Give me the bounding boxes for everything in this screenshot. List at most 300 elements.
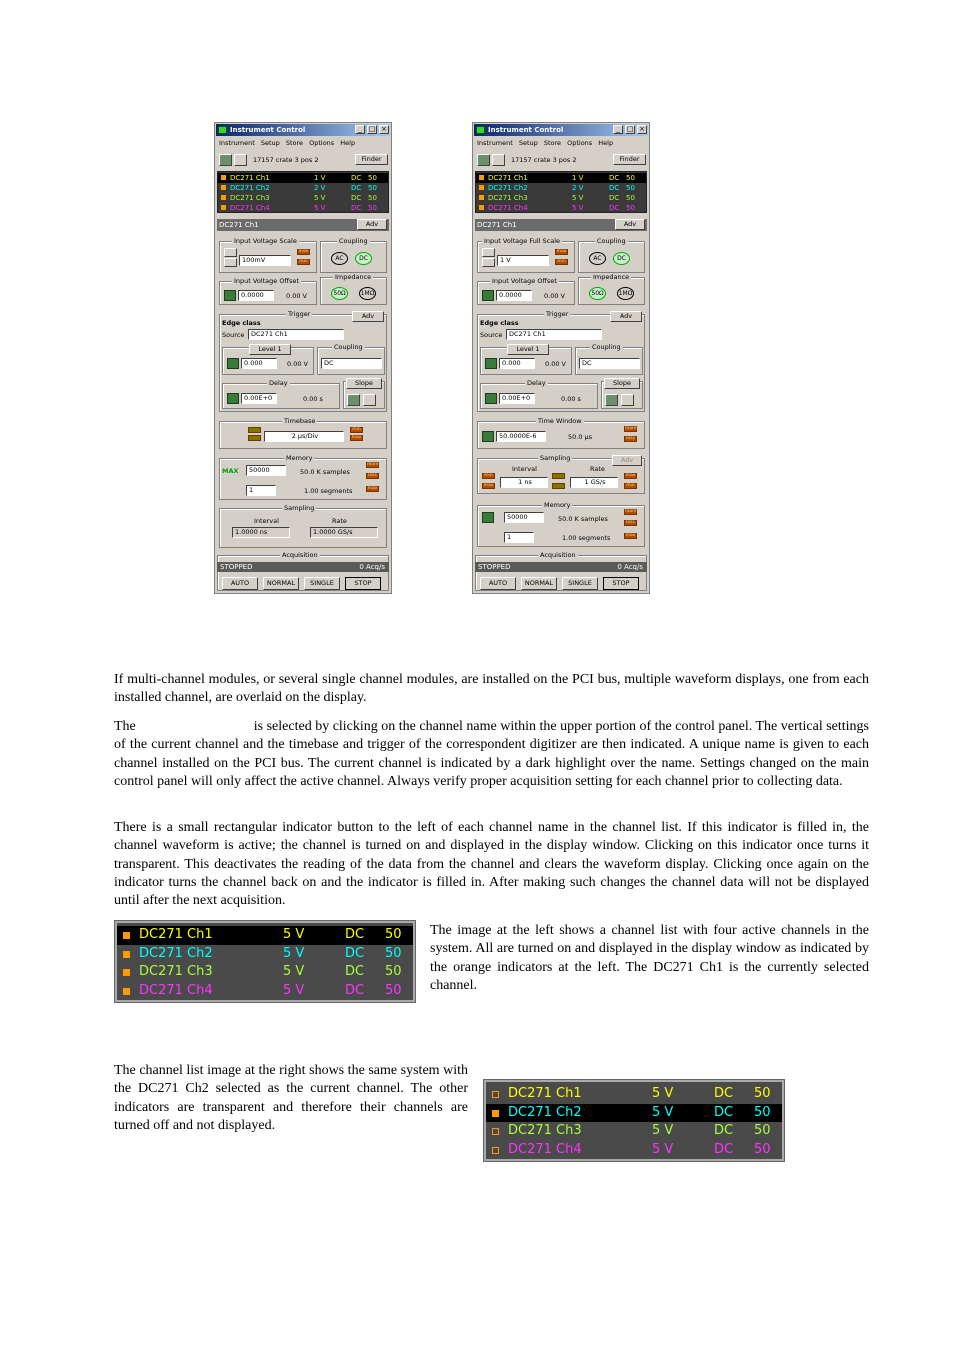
channel-volts: 5 V xyxy=(652,1141,674,1157)
channel-indicator[interactable] xyxy=(479,175,484,180)
less-button[interactable]: less xyxy=(624,436,637,442)
menu-help[interactable]: Help xyxy=(340,139,356,147)
window-title: Instrument Control xyxy=(230,126,306,134)
more-button[interactable]: more xyxy=(625,509,637,514)
acquisition-status: STOPPED xyxy=(220,563,253,571)
auto-button[interactable]: AUTO xyxy=(222,577,258,590)
channel-volts: 5 V xyxy=(283,927,305,942)
menu-setup[interactable]: Setup xyxy=(518,139,538,147)
interval-label: Interval xyxy=(254,517,279,525)
segments-value: 1.00 segments xyxy=(562,534,611,542)
group-title: Acquisition xyxy=(540,551,576,559)
channel-indicator xyxy=(123,988,130,995)
window-title: Instrument Control xyxy=(488,126,564,134)
minimize-icon[interactable]: _ xyxy=(613,125,623,134)
edge-class-label: Edge class xyxy=(480,319,519,327)
input-voltage-field[interactable]: 100mV xyxy=(239,255,291,266)
channel-coupling: DC xyxy=(351,194,362,202)
close-icon[interactable]: × xyxy=(379,125,389,134)
min-button[interactable]: min xyxy=(555,259,568,265)
segments-field[interactable]: 1 xyxy=(504,532,534,543)
channel-indicator xyxy=(492,1110,499,1117)
level-field[interactable]: 0.000 xyxy=(241,358,277,369)
instrument-path-row xyxy=(475,153,647,167)
offset-value: 0.00 V xyxy=(286,292,307,300)
channel-volts: 5 V xyxy=(283,982,305,998)
time-window-value: 50.0 µs xyxy=(568,433,593,441)
max-button[interactable]: max xyxy=(625,533,636,538)
title-bar xyxy=(474,124,648,136)
max-button[interactable]: max xyxy=(556,249,567,254)
menu-store[interactable]: Store xyxy=(285,139,304,147)
trigger-coupling-select[interactable]: DC xyxy=(321,358,382,369)
dc-wave-icon[interactable] xyxy=(482,248,495,257)
current-channel-label: DC271 Ch1 xyxy=(219,221,259,229)
source-label: Source xyxy=(222,331,245,339)
delay-group xyxy=(222,379,340,409)
memory-max-label: MAX xyxy=(222,467,239,475)
channel-impedance: 50 xyxy=(385,982,402,998)
channel-volts: 2 V xyxy=(314,184,326,192)
imp-50-button[interactable]: 50Ω xyxy=(589,287,606,300)
channel-name: DC271 Ch3 xyxy=(139,964,213,979)
list-item xyxy=(117,963,413,982)
memory-field[interactable]: 50000 xyxy=(246,465,286,476)
channel-coupling: DC xyxy=(609,174,620,182)
channel-coupling: DC xyxy=(609,194,620,202)
offset-field[interactable]: 0.0000 xyxy=(238,290,274,301)
channel-volts: 2 V xyxy=(572,184,584,192)
keypad-icon[interactable] xyxy=(227,358,239,369)
channel-coupling: DC xyxy=(714,1086,734,1101)
auto-button[interactable]: AUTO xyxy=(480,577,516,590)
menu-options[interactable]: Options xyxy=(567,139,593,147)
channel-impedance: 50 xyxy=(754,1086,771,1101)
waveform-icon[interactable] xyxy=(477,154,490,166)
group-title: Delay xyxy=(269,379,288,387)
channel-name: DC271 Ch3 xyxy=(488,194,528,202)
channel-name: DC271 Ch2 xyxy=(508,1104,582,1120)
list-item xyxy=(117,926,413,945)
stop-button[interactable]: STOP xyxy=(345,577,381,590)
level-select[interactable]: Level 1 xyxy=(507,344,549,355)
trigger-adv-button[interactable]: Adv xyxy=(352,311,384,322)
channel-indicator xyxy=(123,969,130,976)
dc-wave-icon[interactable] xyxy=(224,248,237,257)
paragraph-image-left-caption: The image at the left shows a channel list with four active channels in the system. All are turned on and displayed in the display window as indicated by the orange indicators at the left. The DC271 Ch1 is the currently selected channel. xyxy=(430,923,869,993)
ac-wave-icon[interactable] xyxy=(482,258,495,267)
list-item xyxy=(486,1085,782,1104)
channel-name: DC271 Ch1 xyxy=(230,174,270,182)
trigger-coupling-select[interactable]: DC xyxy=(579,358,640,369)
sampling-group xyxy=(219,504,387,548)
channel-indicator[interactable] xyxy=(221,175,226,180)
maximize-icon[interactable]: □ xyxy=(626,125,634,133)
group-title: Memory xyxy=(286,454,313,462)
min-button[interactable]: min xyxy=(350,427,363,433)
channel-indicator xyxy=(123,932,130,939)
channel-impedance: 50 xyxy=(754,1141,771,1157)
channel-volts: 1 V xyxy=(572,174,584,182)
trigger-adv-button[interactable]: Adv xyxy=(610,311,642,322)
channel-volts: 5 V xyxy=(652,1086,674,1101)
acquisition-rate: 0 Acq/s xyxy=(359,563,385,571)
adv-button[interactable]: Adv xyxy=(615,219,645,230)
group-title: Input Voltage Offset xyxy=(492,277,557,285)
slope-group xyxy=(343,381,385,409)
level-value: 0.00 V xyxy=(287,360,308,368)
source-select[interactable]: DC271 Ch1 xyxy=(506,329,602,340)
edge-class-label: Edge class xyxy=(222,319,261,327)
impedance-group xyxy=(578,273,645,305)
current-channel-label: DC271 Ch1 xyxy=(477,221,517,229)
channel-list xyxy=(217,171,389,213)
dc-coupling-button[interactable]: DC xyxy=(613,252,630,265)
waveform-icon[interactable] xyxy=(219,154,232,166)
channel-volts: 5 V xyxy=(652,1123,674,1138)
channel-indicator[interactable] xyxy=(479,205,484,210)
level-select[interactable]: Level 1 xyxy=(249,344,291,355)
acquisition-status-bar xyxy=(217,562,389,572)
source-label: Source xyxy=(480,331,503,339)
rising-slope-icon[interactable] xyxy=(605,394,618,406)
app-icon xyxy=(476,126,485,134)
group-title: Impedance xyxy=(335,273,372,281)
channel-row[interactable] xyxy=(218,203,388,213)
close-icon[interactable]: × xyxy=(637,125,647,134)
channel-impedance: 50 xyxy=(754,1123,771,1138)
channel-volts: 5 V xyxy=(572,204,584,212)
more-button[interactable]: more xyxy=(367,462,379,467)
min-button[interactable]: min xyxy=(624,483,637,489)
offset-value: 0.00 V xyxy=(544,292,565,300)
menu-bar xyxy=(475,138,647,148)
list-item xyxy=(117,982,413,1001)
group-title: Trigger xyxy=(288,310,311,318)
list-item xyxy=(486,1122,782,1141)
sampling-group xyxy=(477,454,645,494)
time-window-group xyxy=(477,417,645,449)
menu-instrument[interactable]: Instrument xyxy=(477,139,513,147)
group-title: Input Voltage Offset xyxy=(234,277,299,285)
trigger-group xyxy=(219,310,387,412)
more-button[interactable]: more xyxy=(625,426,637,431)
menu-options[interactable]: Options xyxy=(309,139,335,147)
channel-indicator xyxy=(492,1128,499,1135)
delay-field[interactable]: 0.00E+0 xyxy=(241,393,277,404)
channel-list-image-ch2-selected xyxy=(484,1080,784,1161)
finder-button[interactable]: Finder xyxy=(613,154,646,165)
channel-name: DC271 Ch4 xyxy=(139,982,213,998)
paragraph-image-right-caption: The channel list image at the right shows the same system with the DC271 Ch2 selected as the current channel. The other indicators are transparent and therefore their channels are turned off and not displayed. xyxy=(114,1063,468,1133)
channel-impedance: 50 xyxy=(368,184,377,192)
channel-volts: 1 V xyxy=(314,174,326,182)
paragraph-current-channel xyxy=(114,718,869,791)
channel-impedance: 50 xyxy=(368,174,377,182)
current-channel-bar xyxy=(475,219,647,231)
single-button[interactable]: SINGLE xyxy=(562,577,598,590)
keypad-icon[interactable] xyxy=(482,512,494,523)
falling-slope-icon[interactable] xyxy=(363,394,376,406)
group-title: Impedance xyxy=(593,273,630,281)
channel-volts: 5 V xyxy=(572,194,584,202)
channel-coupling: DC xyxy=(345,982,365,998)
delay-value: 0.00 s xyxy=(561,395,581,403)
rate-label: Rate xyxy=(332,517,347,525)
channel-impedance: 50 xyxy=(626,184,635,192)
channel-indicator xyxy=(123,951,130,958)
app-icon xyxy=(218,126,227,134)
channel-coupling: DC xyxy=(609,184,620,192)
normal-button[interactable]: NORMAL xyxy=(521,577,557,590)
title-bar xyxy=(216,124,390,136)
channel-impedance: 50 xyxy=(754,1104,771,1120)
stop-button[interactable]: STOP xyxy=(603,577,639,590)
coupling-group xyxy=(578,237,645,273)
instrument-control-window-left xyxy=(214,122,392,594)
channel-impedance: 50 xyxy=(368,204,377,212)
channel-name: DC271 Ch3 xyxy=(230,194,270,202)
level-group xyxy=(480,347,572,375)
timebase-group xyxy=(219,417,387,449)
channel-impedance: 50 xyxy=(385,945,402,961)
delay-group xyxy=(480,379,598,409)
slope-select[interactable]: Slope xyxy=(604,378,640,389)
menu-store[interactable]: Store xyxy=(543,139,562,147)
channel-volts: 5 V xyxy=(314,194,326,202)
channel-row[interactable] xyxy=(476,173,646,183)
list-item xyxy=(486,1104,782,1123)
channel-name: DC271 Ch3 xyxy=(508,1123,582,1138)
group-title: Sampling xyxy=(284,504,315,512)
channel-impedance: 50 xyxy=(626,204,635,212)
channel-impedance: 50 xyxy=(385,964,402,979)
channel-row[interactable] xyxy=(218,193,388,203)
list-item xyxy=(486,1141,782,1160)
rate-label: Rate xyxy=(590,465,605,473)
imp-1m-button[interactable]: 1MΩ xyxy=(359,287,376,300)
min-button[interactable]: min xyxy=(482,473,495,479)
group-title: Coupling xyxy=(339,237,368,245)
channel-coupling: DC xyxy=(714,1104,734,1120)
paragraph-current-channel-start: The xyxy=(114,719,136,734)
less-button[interactable]: less xyxy=(366,473,379,479)
keypad-icon[interactable] xyxy=(224,290,236,301)
channel-coupling: DC xyxy=(609,204,620,212)
falling-slope-icon[interactable] xyxy=(621,394,634,406)
channel-name: DC271 Ch4 xyxy=(508,1141,582,1157)
channel-volts: 5 V xyxy=(652,1104,674,1120)
menu-setup[interactable]: Setup xyxy=(260,139,280,147)
wave-down-icon[interactable] xyxy=(248,435,261,441)
max-button[interactable]: max xyxy=(483,483,494,488)
group-title: Coupling xyxy=(334,343,363,351)
memory-field[interactable]: 50000 xyxy=(504,512,544,523)
channel-indicator xyxy=(492,1091,499,1098)
instrument-control-window-right xyxy=(472,122,650,594)
channel-impedance: 50 xyxy=(368,194,377,202)
group-title: Sampling xyxy=(540,454,571,462)
source-select[interactable]: DC271 Ch1 xyxy=(248,329,344,340)
channel-row[interactable] xyxy=(476,203,646,213)
channel-indicator[interactable] xyxy=(221,195,226,200)
trigger-coupling-group xyxy=(317,343,385,375)
normal-button[interactable]: NORMAL xyxy=(263,577,299,590)
keypad-icon[interactable] xyxy=(227,393,239,404)
channel-row[interactable] xyxy=(476,183,646,193)
coupling-group xyxy=(320,237,387,273)
channel-name: DC271 Ch2 xyxy=(488,184,528,192)
dc-coupling-button[interactable]: DC xyxy=(355,252,372,265)
waveform-yellow-icon[interactable] xyxy=(234,154,247,166)
acquisition-rate: 0 Acq/s xyxy=(617,563,643,571)
channel-name: DC271 Ch1 xyxy=(488,174,528,182)
group-title: Input Voltage Scale xyxy=(234,237,297,245)
memory-group xyxy=(477,501,645,547)
group-title: Time Window xyxy=(538,417,582,425)
maximize-icon[interactable]: □ xyxy=(368,125,376,133)
group-title: Trigger xyxy=(546,310,569,318)
ac-coupling-button[interactable]: AC xyxy=(589,252,606,265)
channel-coupling: DC xyxy=(351,204,362,212)
imp-50-button[interactable]: 50Ω xyxy=(331,287,348,300)
level-value: 0.00 V xyxy=(545,360,566,368)
max-button[interactable]: max xyxy=(625,473,636,478)
delay-value: 0.00 s xyxy=(303,395,323,403)
channel-name: DC271 Ch2 xyxy=(139,945,213,961)
input-voltage-offset-group xyxy=(219,277,317,305)
channel-indicator[interactable] xyxy=(479,195,484,200)
group-title: Acquisition xyxy=(282,551,318,559)
channel-name: DC271 Ch4 xyxy=(488,204,528,212)
channel-list-image-all-active xyxy=(115,921,415,1002)
group-title: Memory xyxy=(544,501,571,509)
minimize-icon[interactable]: _ xyxy=(355,125,365,134)
paragraph-indicator: There is a small rectangular indicator button to the left of each channel name in the channel list. If this indicator is filled in, the channel waveform is active; the channel is turned on and displayed in the display window. Clicking on this indicator once turns it transparent. This deactivates the reading of the data from the channel and clears the waveform display. Clicking once again on the indicator turns the channel back on and the indicator is filled in. After making such changes the channel data will not be displayed until after the next acquisition. xyxy=(114,820,869,909)
finder-button[interactable]: Finder xyxy=(355,154,388,165)
ac-wave-icon[interactable] xyxy=(224,258,237,267)
min-button[interactable]: min xyxy=(297,259,310,265)
slope-group xyxy=(601,381,643,409)
single-button[interactable]: SINGLE xyxy=(304,577,340,590)
channel-coupling: DC xyxy=(714,1141,734,1157)
input-voltage-full-scale-group xyxy=(477,237,575,273)
menu-help[interactable]: Help xyxy=(598,139,614,147)
channel-indicator[interactable] xyxy=(221,205,226,210)
channel-row[interactable] xyxy=(218,183,388,193)
adv-button[interactable]: Adv xyxy=(357,219,387,230)
wave-up-icon[interactable] xyxy=(552,473,565,479)
channel-volts: 5 V xyxy=(314,204,326,212)
channel-indicator xyxy=(492,1147,499,1154)
level-group xyxy=(222,347,314,375)
timebase-field[interactable]: 2 µs/Div xyxy=(264,431,344,442)
trigger-group xyxy=(477,310,645,412)
instrument-path-row xyxy=(217,153,389,167)
delay-field[interactable]: 0.00E+0 xyxy=(499,393,535,404)
memory-samples: 50.0 K samples xyxy=(558,515,608,523)
max-button[interactable]: max xyxy=(298,249,309,254)
wave-up-icon[interactable] xyxy=(248,427,261,433)
menu-instrument[interactable]: Instrument xyxy=(219,139,255,147)
rate-field[interactable]: 1 GS/s xyxy=(570,477,618,488)
time-window-field[interactable]: 50.0000E-6 xyxy=(496,431,546,442)
list-item xyxy=(117,945,413,964)
channel-list xyxy=(475,171,647,213)
memory-group xyxy=(219,454,387,500)
paragraph-multi-channel: If multi-channel modules, or several single channel modules, are installed on the PCI bus, multiple waveform displays, one from each installed channel, are overlaid on the display. xyxy=(114,672,869,706)
instrument-path: 17157 crate 3 pos 2 xyxy=(253,156,319,164)
rising-slope-icon[interactable] xyxy=(347,394,360,406)
channel-name: DC271 Ch1 xyxy=(508,1086,582,1101)
group-title: Input Voltage Full Scale xyxy=(484,237,561,245)
channel-impedance: 50 xyxy=(626,174,635,182)
keypad-icon[interactable] xyxy=(485,393,497,404)
menu-bar xyxy=(217,138,389,148)
group-title: Timebase xyxy=(284,417,316,425)
input-voltage-offset-group xyxy=(477,277,575,305)
max-button[interactable]: max xyxy=(351,435,362,440)
keypad-icon[interactable] xyxy=(482,290,494,301)
current-channel-bar xyxy=(217,219,389,231)
imp-1m-button[interactable]: 1MΩ xyxy=(617,287,634,300)
wave-down-icon[interactable] xyxy=(552,483,565,489)
waveform-yellow-icon[interactable] xyxy=(492,154,505,166)
channel-row[interactable] xyxy=(218,173,388,183)
channel-volts: 5 V xyxy=(283,945,305,961)
group-title: Coupling xyxy=(592,343,621,351)
acquisition-status-bar xyxy=(475,562,647,572)
channel-coupling: DC xyxy=(345,945,365,961)
interval-field: 1.0000 ns xyxy=(232,527,290,538)
paragraph-current-channel-rest: is selected by clicking on the channel name within the upper portion of the control panel. The vertical settings of the current channel and the timebase and trigger of the correspondent digitizer are then indicated. A unique name is given to each channel installed on the PCI bus. The current channel is indicated by a dark highlight over the name. Settings changed on the main control panel will only affect the active channel. Always verify proper acquisition setting for each channel prior to collecting data. xyxy=(114,719,869,789)
instrument-path: 17157 crate 3 pos 2 xyxy=(511,156,577,164)
trigger-coupling-group xyxy=(575,343,643,375)
interval-field[interactable]: 1 ns xyxy=(500,477,548,488)
channel-coupling: DC xyxy=(345,927,365,942)
channel-name: DC271 Ch4 xyxy=(230,204,270,212)
input-voltage-scale-group xyxy=(219,237,317,273)
segments-field[interactable]: 1 xyxy=(246,485,276,496)
ac-coupling-button[interactable]: AC xyxy=(331,252,348,265)
less-button[interactable]: less xyxy=(624,520,637,526)
max-button[interactable]: max xyxy=(367,486,378,491)
offset-field[interactable]: 0.0000 xyxy=(496,290,532,301)
keypad-icon[interactable] xyxy=(485,358,497,369)
input-voltage-field[interactable]: 1 V xyxy=(497,255,549,266)
channel-coupling: DC xyxy=(345,964,365,979)
channel-indicator[interactable] xyxy=(479,185,484,190)
channel-indicator[interactable] xyxy=(221,185,226,190)
memory-samples: 50.0 K samples xyxy=(300,468,350,476)
group-title: Delay xyxy=(527,379,546,387)
level-field[interactable]: 0.000 xyxy=(499,358,535,369)
acquisition-status: STOPPED xyxy=(478,563,511,571)
channel-coupling: DC xyxy=(351,174,362,182)
segments-value: 1.00 segments xyxy=(304,487,353,495)
sampling-adv-button[interactable]: Adv xyxy=(612,455,642,466)
channel-coupling: DC xyxy=(714,1123,734,1138)
channel-volts: 5 V xyxy=(283,964,305,979)
keypad-icon[interactable] xyxy=(482,431,494,442)
channel-row[interactable] xyxy=(476,193,646,203)
interval-label: Interval xyxy=(512,465,537,473)
channel-name: DC271 Ch2 xyxy=(230,184,270,192)
channel-coupling: DC xyxy=(351,184,362,192)
slope-select[interactable]: Slope xyxy=(346,378,382,389)
channel-impedance: 50 xyxy=(626,194,635,202)
channel-impedance: 50 xyxy=(385,927,402,942)
